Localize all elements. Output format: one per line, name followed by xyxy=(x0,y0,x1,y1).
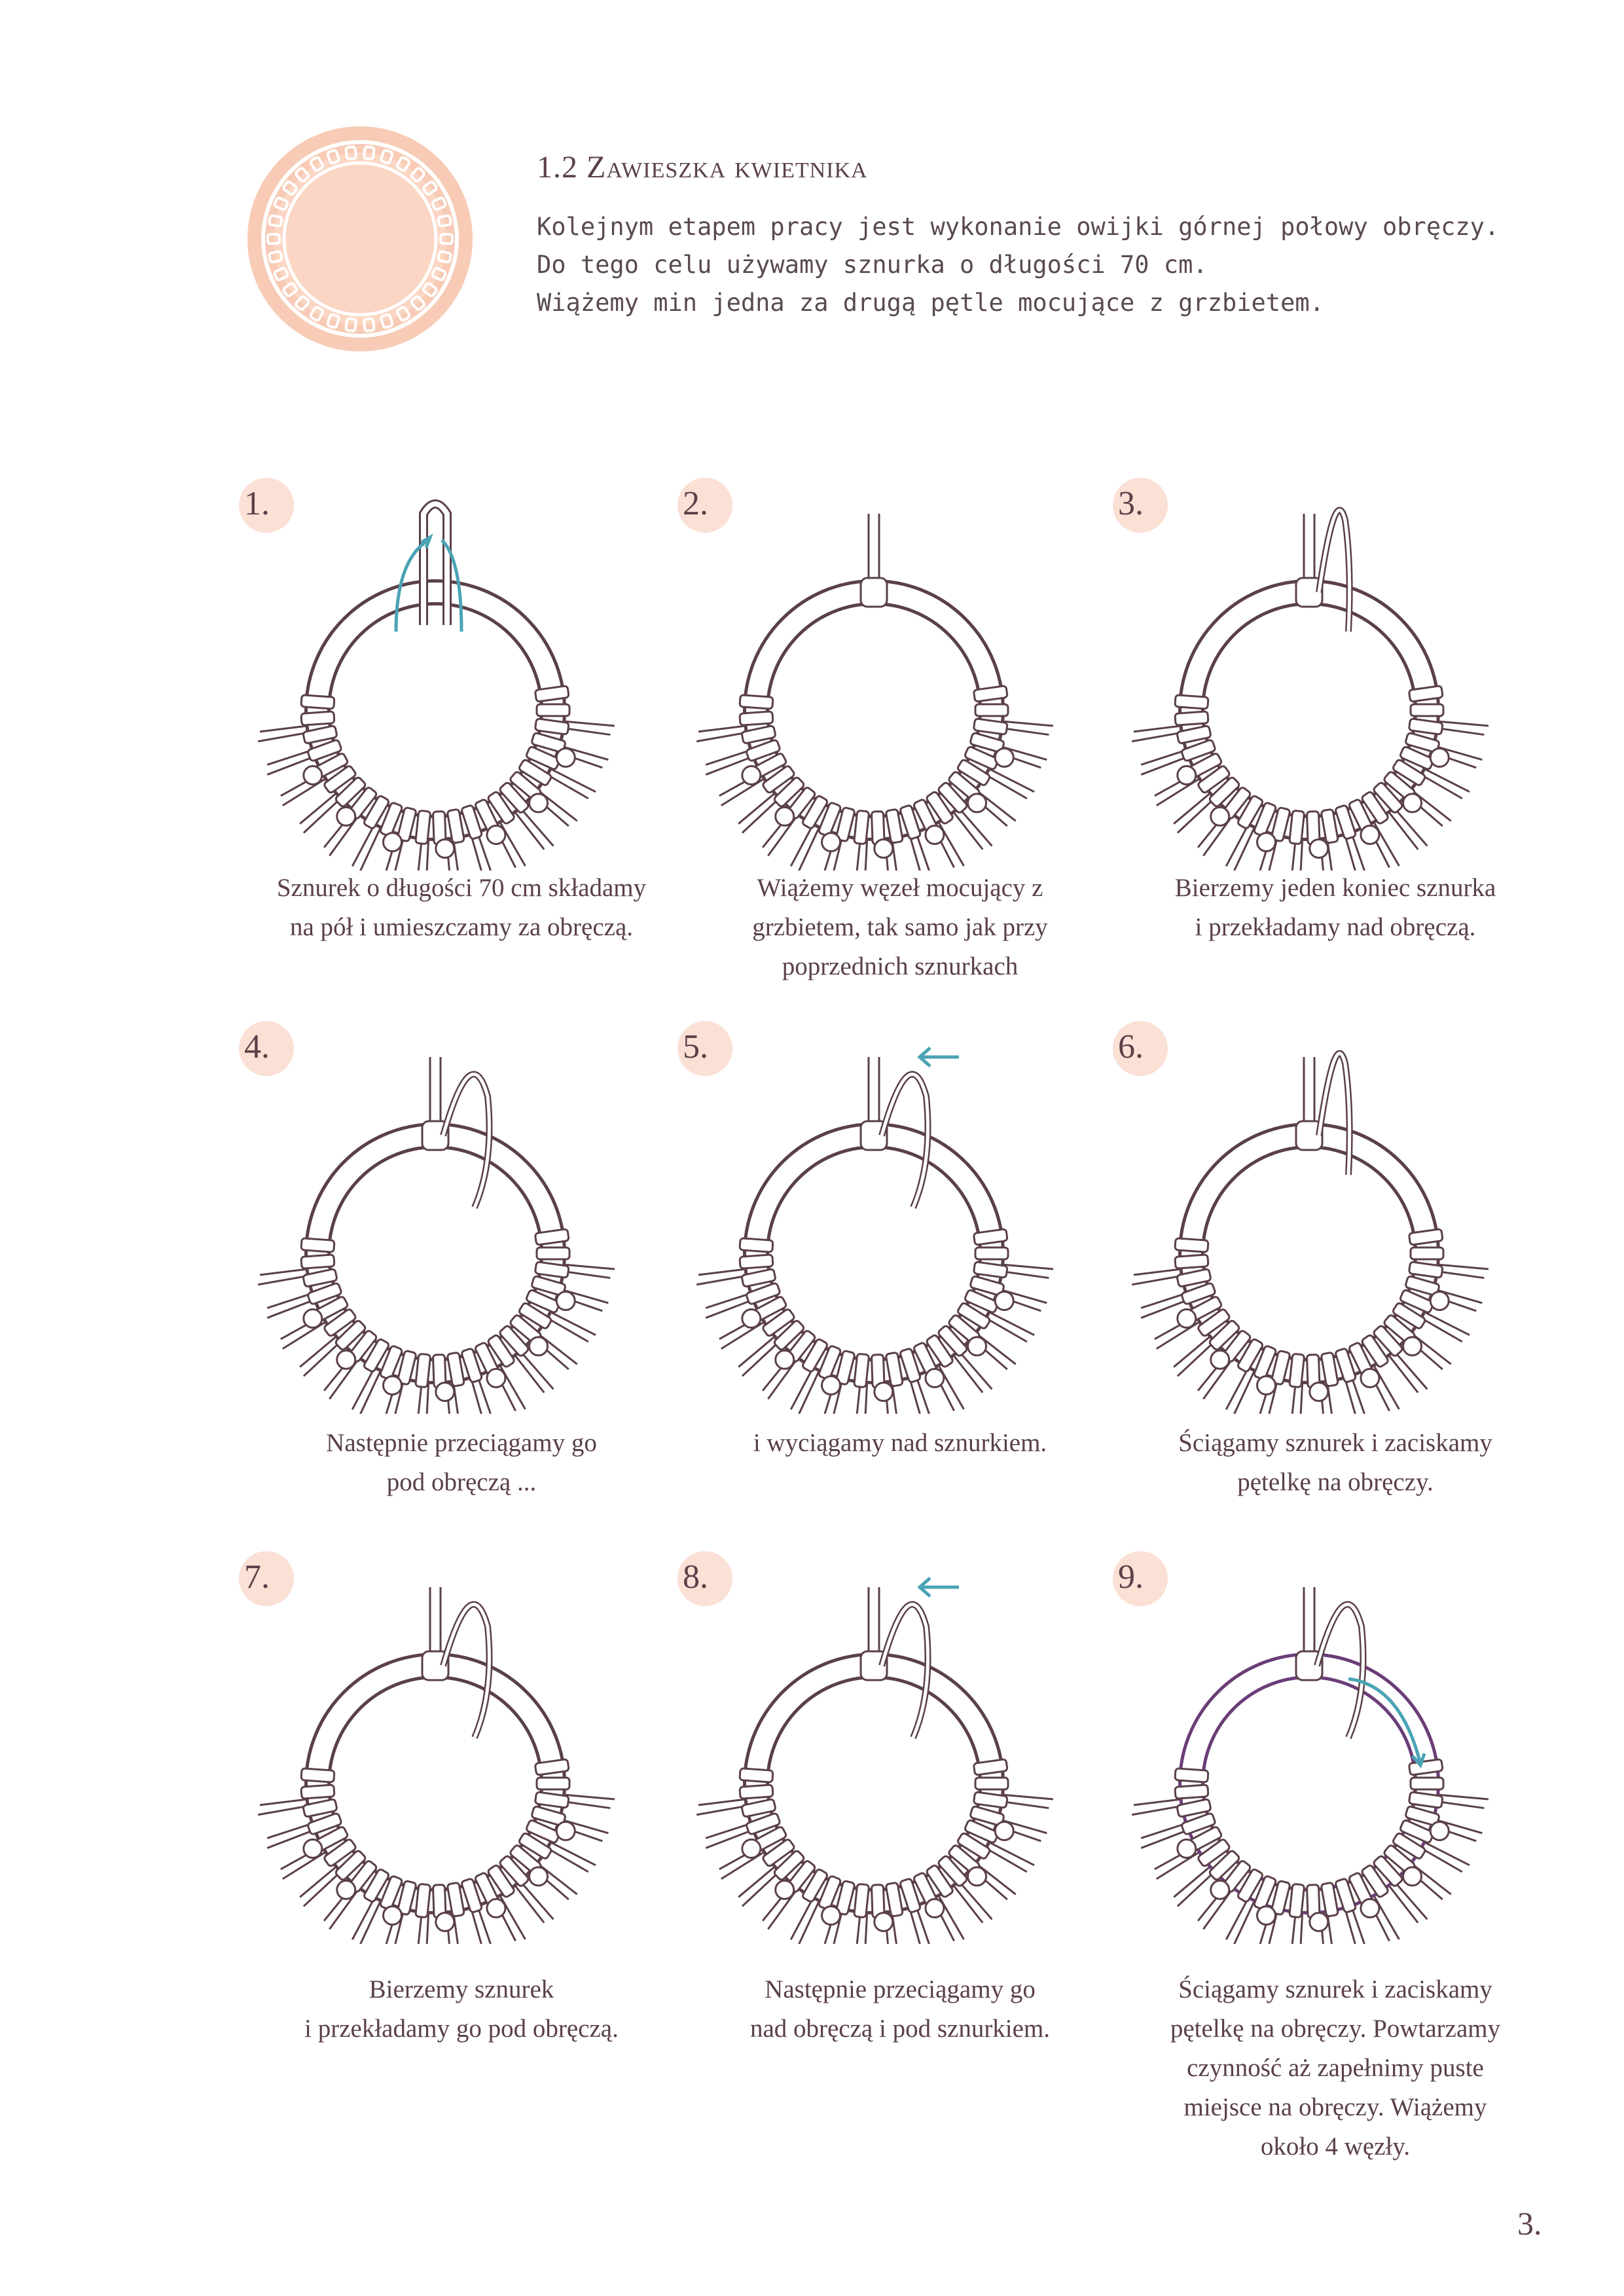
ring-illustration-icon xyxy=(677,478,1123,870)
caption-line: około 4 węzły. xyxy=(1260,2132,1411,2161)
caption-line: Ściągamy sznurek i zaciskamy xyxy=(1178,1975,1492,2003)
ring-illustration-icon xyxy=(239,478,684,870)
intro-line: Kolejnym etapem pracy jest wykonanie owijki górnej połowy obręczy. xyxy=(537,213,1500,241)
intro-line: Wiążemy min jedna za drugą pętle mocujące z grzbietem. xyxy=(537,289,1324,317)
caption-line: Ściągamy sznurek i zaciskamy xyxy=(1178,1429,1492,1457)
step-caption xyxy=(677,869,1123,986)
step-number: 2. xyxy=(683,485,708,522)
step-caption xyxy=(1113,1424,1558,1502)
step-caption xyxy=(239,869,684,947)
step-number: 5. xyxy=(683,1028,708,1066)
step-6 xyxy=(1113,1021,1558,1538)
caption-line: Bierzemy sznurek xyxy=(369,1975,554,2003)
step-number: 7. xyxy=(244,1558,270,1596)
caption-line: pętelkę na obręczy. xyxy=(1237,1468,1434,1496)
step-2 xyxy=(677,478,1123,995)
section-title: 1.2 Zawieszka kwietnika xyxy=(537,150,868,185)
step-7 xyxy=(239,1551,684,2068)
step-caption xyxy=(1113,1970,1558,2166)
step-8 xyxy=(677,1551,1123,2068)
step-number: 9. xyxy=(1118,1558,1144,1596)
caption-line: i przekładamy nad obręczą. xyxy=(1195,913,1476,941)
caption-line: czynność aż zapełnimy puste xyxy=(1187,2054,1484,2082)
caption-line: grzbietem, tak samo jak przy xyxy=(752,913,1048,941)
step-1 xyxy=(239,478,684,995)
caption-line: Wiążemy węzeł mocujący z xyxy=(757,874,1043,902)
step-number: 8. xyxy=(683,1558,708,1596)
step-caption xyxy=(677,1424,1123,1463)
ring-illustration-icon xyxy=(239,1551,684,1944)
step-caption xyxy=(677,1970,1123,2049)
ring-illustration-icon xyxy=(1113,1551,1558,1944)
step-caption xyxy=(239,1424,684,1502)
step-4 xyxy=(239,1021,684,1538)
caption-line: poprzednich sznurkach xyxy=(782,952,1019,980)
step-number: 3. xyxy=(1118,485,1144,522)
intro-text xyxy=(537,208,1558,322)
caption-line: i wyciągamy nad sznurkiem. xyxy=(753,1429,1047,1457)
caption-line: Następnie przeciągamy go xyxy=(765,1975,1036,2003)
caption-line: Sznurek o długości 70 cm składamy xyxy=(276,874,647,902)
ring-illustration-icon xyxy=(1113,478,1558,870)
caption-line: pod obręczą ... xyxy=(386,1468,537,1496)
ring-illustration-icon xyxy=(1113,1021,1558,1414)
caption-line: nad obręczą i pod sznurkiem. xyxy=(749,2015,1051,2043)
caption-line: miejsce na obręczy. Wiążemy xyxy=(1183,2093,1487,2121)
step-number: 6. xyxy=(1118,1028,1144,1066)
caption-line: i przekładamy go pod obręczą. xyxy=(304,2015,619,2043)
page-number: 3. xyxy=(1517,2205,1542,2242)
step-9 xyxy=(1113,1551,1558,2161)
macrame-ring-logo-icon xyxy=(239,115,481,363)
step-caption xyxy=(239,1970,684,2049)
ring-illustration-icon xyxy=(677,1021,1123,1414)
caption-line: pętelkę na obręczy. Powtarzamy xyxy=(1170,2015,1501,2043)
step-number: 1. xyxy=(244,485,270,522)
step-number: 4. xyxy=(244,1028,270,1066)
step-5 xyxy=(677,1021,1123,1538)
step-caption xyxy=(1113,869,1558,947)
caption-line: Następnie przeciągamy go xyxy=(326,1429,597,1457)
ring-illustration-icon xyxy=(677,1551,1123,1944)
intro-line: Do tego celu używamy sznurka o długości 70 cm. xyxy=(537,251,1208,279)
step-3 xyxy=(1113,478,1558,995)
ring-illustration-icon xyxy=(239,1021,684,1414)
caption-line: Bierzemy jeden koniec sznurka xyxy=(1174,874,1496,902)
caption-line: na pół i umieszczamy za obręczą. xyxy=(289,913,634,941)
